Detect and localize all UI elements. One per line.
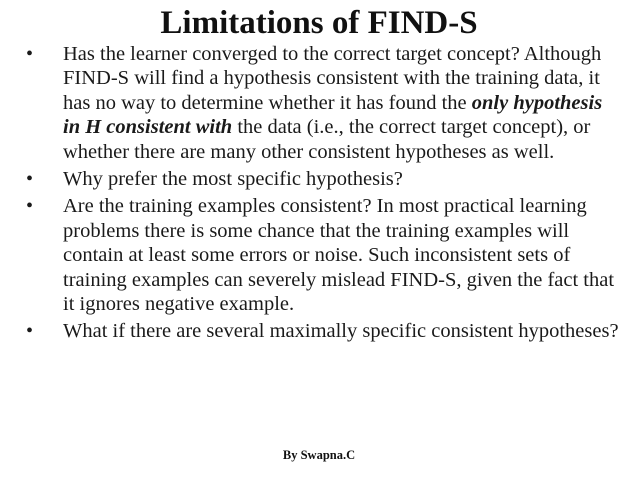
bullet-text: What if there are several maximally specific consistent hypotheses?: [63, 320, 619, 343]
bullet-item-2: [22, 167, 622, 191]
author-footer: By Swapna.C: [282, 448, 356, 462]
bullet-text: Are the training examples consistent? In most practical learning problems there is some chance that the training examples will contain at least some errors or noise. Such inconsistent sets of training examples can severely mislead FIND-S, given the fact that it ignores negative example.: [63, 195, 615, 316]
bullet-text-part: Has the learner converged to the correct target concept? Although FIND-S will find a hypothesis consistent with the training data, it has no way to determine whether it has found the: [63, 43, 602, 114]
bullet-marker: •: [26, 43, 34, 65]
bullet-item-3: [22, 194, 622, 316]
bullet-list: [22, 42, 622, 347]
bullet-text-part: the data (i.e., the correct target concept), or whether there are many other consistent hypotheses as well.: [63, 116, 591, 163]
bullet-marker: •: [26, 195, 34, 218]
bullet-emphasis: only hypothesis in H consistent with: [63, 91, 603, 139]
bullet-marker: •: [26, 320, 34, 343]
slide-title: Limitations of FIND-S: [160, 5, 478, 41]
bullet-item-4: [22, 319, 622, 343]
bullet-text: Why prefer the most specific hypothesis?: [63, 168, 403, 191]
bullet-item-1: [22, 42, 622, 164]
bullet-marker: •: [26, 168, 34, 191]
